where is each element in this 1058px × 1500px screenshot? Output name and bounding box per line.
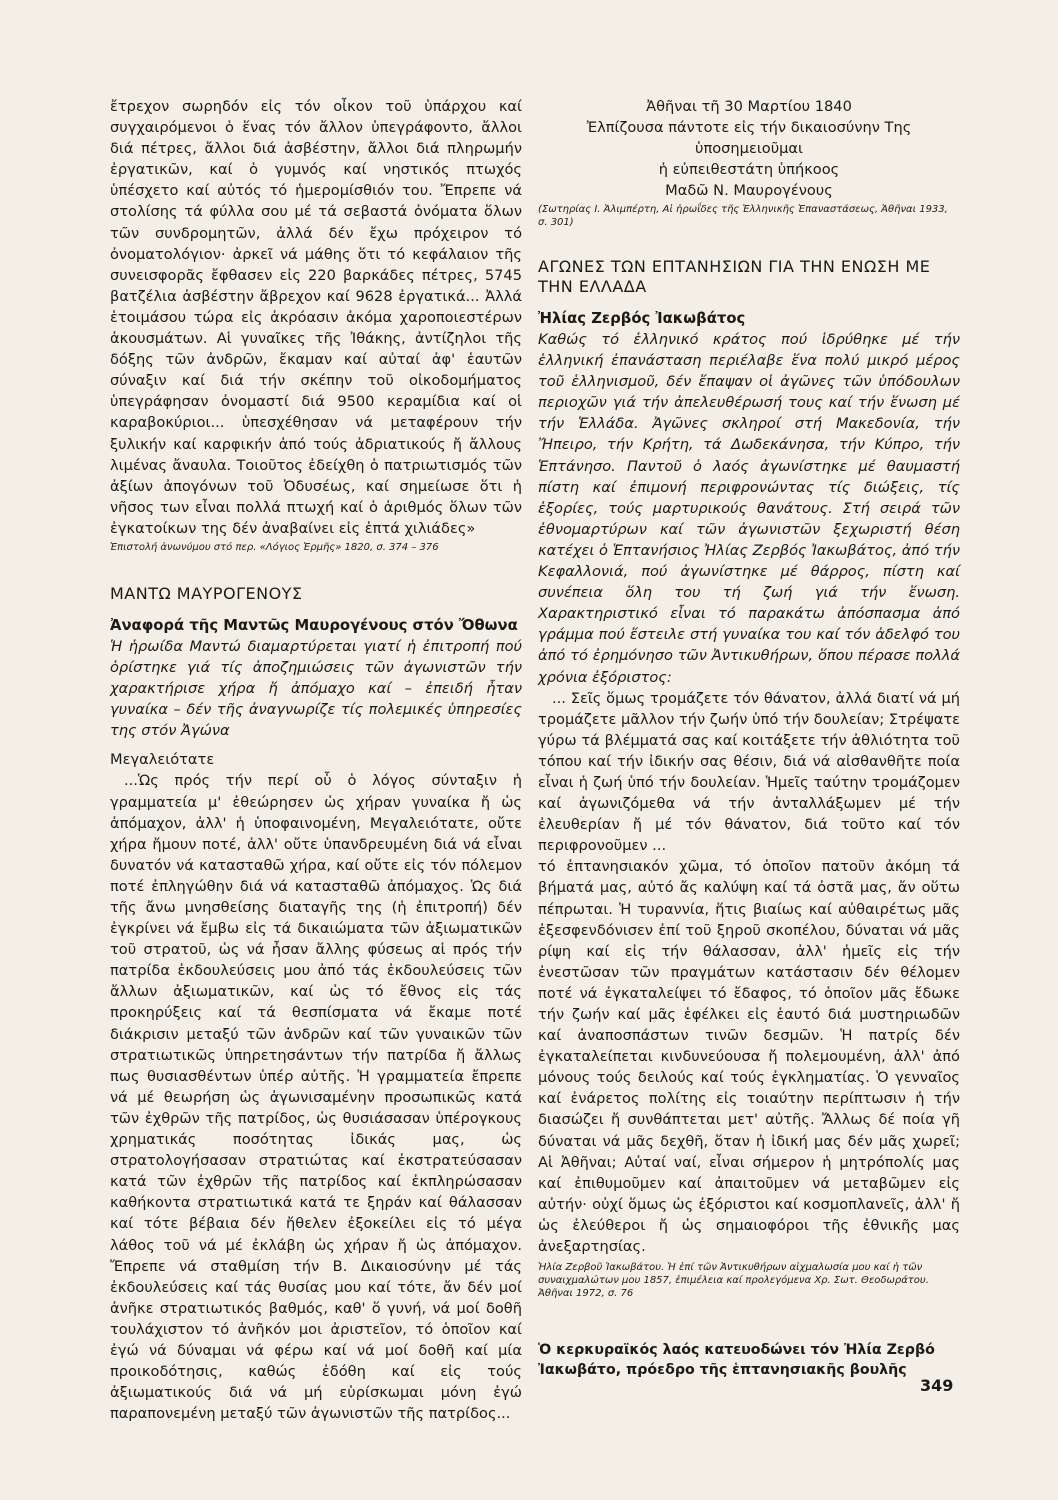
signature-line: ὑποσημειοῦμαι [695,140,803,157]
source-citation: Ἠλία Ζερβοῦ Ἰακωβάτου. Ἡ ἐπί τῶν Ἀντικυθήρων αἰχμαλωσία μου καί ἡ τῶν συναιχμαλώτων μου 1857, ἐπιμέλεια καί προλεγόμενα Χρ. Σωτ. Θεοδωράτου. Ἀθῆναι 1972, σ. 76 [538,1262,929,1300]
signature-name: Μαδῶ Ν. Μαυρογένους [665,182,833,199]
signature-line: ἡ εὐπειθεστάτη ὑπήκοος [658,161,840,178]
page-number: 349 [920,1376,954,1395]
right-column [538,96,960,1380]
section-title-manto: ΜΑΝΤΩ ΜΑΥΡΟΓΕΝΟΥΣ [110,583,303,603]
letter-body-manto: ...Ὡς πρός τήν περί οὗ ὁ λόγος σύνταξιν ἡ γραμματεία μ' ἐθεώρησεν ὡς χήραν γυναίκα ἤ ὡς ἀπόμαχον, ἀλλ' ἡ ὑποφαινομένη, Μεγαλειότατε, οὔτε χήρα ἤμουν ποτέ, ἀλλ' οὔτε ὑπανδρευμένη διά νά εἶναι δυνατόν νά κατασταθῶ χήρα, καί οὔτε εἰς τόν πόλεμον ποτέ ἐπληγώθην διά νά κατασταθῶ ἀπόμαχος. Ὡς διά τῆς ἄνω μνησθείσης διαταγῆς της (ἡ ἐπιτροπή) δέν ἐγκρίνει νά ἔμβω εἰς τά δικαιώματα τῶν ἀξιωματικῶν τοῦ στρατοῦ, ὡς νά ἦσαν ἄλλης φύσεως αἱ πρός τήν πατρίδα ἐκδουλεύσεις μου ἀπό τάς ἐκδουλεύσεις τῶν ἄλλων ἀξιωματικῶν, καί ὡς τό ἔθνος εἰς τάς προκηρύξεις καί τά θεσπίσματα νά ἔκαμε ποτέ διάκρισιν μεταξύ τῶν ἀνδρῶν καί τῶν γυναικῶν τῶν στρατιωτικῶς ὑπηρετησάντων τήν πατρίδα ἤ ἄλλως πως θυσιασθέντων ὑπέρ αὐτῆς. Ἡ γραμματεία ἔπρεπε νά μέ θεωρήση ὡς ἀγωνισαμένην προσωπικῶς κατά τῶν ἐχθρῶν τῆς πατρίδος, ὡς θυσιάσασαν ὑπέρογκους χρηματικάς ποσότητας ἰδικάς μας, ὡς στρατολογήσασαν στρατιώτας καί ἐκστρατεύσασαν κατά τῶν ἐχθρῶν τῆς πατρίδος καί ἐκπληρώσασαν καθήκοντα στρατιωτικά κατά τε ξηράν καί θάλασσαν καί τότε βέβαια δέν ἤθελεν ἐξοκείλει εἰς τό μέγα λάθος τοῦ νά μέ ἐκλάβη ὡς χήραν ἤ ὡς ἀπόμαχον. Ἔπρεπε νά σταθμίση τήν Β. Δικαιοσύνην μέ τάς ἐκδουλεύσεις καί τάς θυσίας μου καί τότε, ἄν δέν μοί ἀνῆκε στρατιωτικός βαθμός, καθ' ὅ γυνή, νά μοί δοθῆ τουλάχιστον τό ἀνῆκόν μοι ἀριστεῖον, τό ὁποῖον καί ἐγώ νά δύναμαι νά φέρω καί νά μοί δοθῆ καί μία προικοδότησις, καθώς ἐδόθη καί εἰς τούς ἀξιωματικούς διά νά μή εὑρίσκωμαι μόνη ἐγώ παραπονεμένη μεταξύ τῶν ἀγωνιστῶν τῆς πατρίδος... [110,772,522,1423]
source-citation: (Σωτηρίας Ι. Ἀλιμπέρτη, Αἱ ἡρωΐδες τῆς Ἑλληνικῆς Ἐπαναστάσεως, Ἀθῆναι 1933, σ. 301) [538,204,948,228]
source-citation: Ἐπιστολή ἀνωνύμου στό περ. «Λόγιος Ἑρμῆς» 1820, σ. 374 – 376 [110,541,439,553]
intro-zervos: Καθώς τό ἑλληνικό κράτος πού ἱδρύθηκε μέ τήν ἑλληνική ἐπανάσταση περιέλαβε ἕνα πολύ μικρό μέρος τοῦ ἑλληνισμοῦ, δέν ἔπαψαν οἱ ἀγῶνες τῶν ὑπόδουλων περιοχῶν γιά τήν ἀπελευθέρωσή τους καί τήν ἕνωση μέ τήν Ἑλλάδα. Ἀγῶνες σκληροί στή Μακεδονία, τήν Ἤπειρο, τήν Κρήτη, τά Δωδεκάνησα, τήν Κύπρο, τήν Ἑπτάνησο. Παντοῦ ὁ λαός ἀγωνίστηκε μέ θαυμαστή πίστη καί ἐπιμονή περιφρονώντας τίς διώξεις, τίς ἐξορίες, τούς μαρτυρικούς θανάτους. Στή σειρά τῶν ἐθνομαρτύρων καί τῶν ἀγωνιστῶν ξεχωριστή θέση κατέχει ὁ Ἑπτανήσιος Ἠλίας Ζερβός Ἰακωβάτος, ἀπό τήν Κεφαλλονιά, πού ἀγωνίστηκε μέ θάρρος, πίστη καί συνέπεια ὅλη του τή ζωή γιά τήν ἕνωση. Χαρακτηριστικό εἶναι τό παρακάτω ἀπόσπασμα ἀπό γράμμα πού ἔστειλε στή γυναίκα του καί τόν ἀδελφό του ἀπό τό ἐρημόνησο τῶν Ἀντικυθήρων, ὅπου πέρασε πολλά χρόνια ἐξόριστος: [538,331,960,686]
left-column [110,96,522,1424]
intro-manto: Ἡ ἡρωίδα Μαντώ διαμαρτύρεται γιατί ἡ ἐπιτροπή πού ὁρίστηκε γιά τίς ἀποζημιώσεις τῶν ἀγωνιστῶν τήν χαρακτήρισε χήρα ἤ ἀπόμαχο καί – ἐπειδή ἦταν γυναίκα – δέν τῆς ἀναγνωρίζε τίς πολεμικές ὑπηρεσίες της στόν Ἀγώνα [110,637,522,740]
section-title-heptanese: ΑΓΩΝΕΣ ΤΩΝ ΕΠΤΑΝΗΣΙΩΝ ΓΙΑ ΤΗΝ ΕΝΩΣΗ ΜΕ ΤΗΝ ΕΛΛΑΔΑ [538,257,931,296]
signature-line: Ἐλπίζουσα πάντοτε εἰς τήν δικαιοσύνην Της [586,119,912,136]
subhead-manto-report: Ἀναφορά τῆς Μαντῶς Μαυρογένους στόν Ὄθωνα [110,616,518,634]
signature-date: Ἀθῆναι τῆ 30 Μαρτίου 1840 [646,98,852,115]
salutation: Μεγαλειότατε [110,751,215,769]
letter-body-zervos-1: ... Σεῖς ὅμως τρομάζετε τόν θάνατον, ἀλλά διατί νά μή τρομάζετε μᾶλλον τήν ζωήν ὑπό τήν δουλείαν; Στρέψατε γύρω τά βλέμματά σας καί κοιτάξετε τήν ἀθλιότητα τοῦ τόπου καί τήν ἰδικήν σας θέσιν, διά νά αἰσθανθῆτε ποία εἶναι ἡ ζωή ὑπό τήν δουλείαν. Ἡμεῖς ταύτην τρομάζομεν καί ἀγωνιζόμεθα νά τήν ἀνταλλάξωμεν μέ τήν ἐλευθερίαν ἤ μέ τόν θάνατον, διά τοῦτο καί τόν περιφρονοῦμεν ... [538,689,960,855]
image-caption: Ὁ κερκυραϊκός λαός κατευοδώνει τόν Ἠλία Ζερβό Ἰακωβάτο, πρόεδρο τῆς ἑπτανησιακῆς βουλῆς [538,1342,935,1379]
letter-body-zervos-2: τό ἑπτανησιακόν χῶμα, τό ὁποῖον πατοῦν ἀκόμη τά βήματά μας, αὐτό ἄς καλύψη καί τά ὀστᾶ μας, ἄν οὕτω πέπρωται. Ἡ τυραννία, ἥτις βιαίως καί αὐθαιρέτως μᾶς ἐξεσφενδόνισεν ἐπί τοῦ ξηροῦ σκοπέλου, δύναται νά μᾶς ρίψη καί εἰς τήν θάλασσαν, ἀλλ' ἡμεῖς εἰς τήν ἐνεστῶσαν τῶν πραγμάτων κατάστασιν δέν θέλομεν ποτέ νά ἐγκαταλείψει τό ἔδαφος, τό ὁποῖον μᾶς ἔδωκε τήν ζωήν καί μᾶς ἑφέλκει εἰς ἑαυτό διά μυστηριωδῶν καί ἀναποσπάστων τινῶν δεσμῶν. Ἡ πατρίς δέν ἐγκαταλείπεται κινδυνεύουσα ἤ πολεμουμένη, ἀλλ' ἀπό μόνους τούς δειλούς καί τούς ἐγκληματίας. Ὁ γενναῖος καί ἐνάρετος πολίτης εἰς τοιαύτην περίπτωσιν ἡ τήν διασώζει ἤ συνθάπτεται μετ' αὐτῆς. Ἄλλως δέ ποία γῆ δύναται νά μᾶς δεχθῆ, ὅταν ἡ ἰδική μας δέν μᾶς χωρεῖ; Αἱ Ἀθῆναι; Αὐταί ναί, εἶναι σήμερον ἡ μητρόπολίς μας καί ἐπιθυμοῦμεν καί ἀπαιτοῦμεν νά μεταβῶμεν εἰς αὐτήν· οὐχί ὅμως ὡς ἐξόριστοι καί κοσμοπλανεῖς, ἀλλ' ἤ ὡς ἐλεύθεροι ἤ ὡς σημαιοφόροι τῆς ἐθνικῆς μας ἀνεξαρτησίας. [538,858,960,1256]
subhead-zervos: Ἠλίας Ζερβός Ἰακωβάτος [538,310,746,327]
letter-excerpt-ithaca: ἔτρεχον σωρηδόν εἰς τόν οἶκον τοῦ ὑπάρχου καί συγχαιρόμενοι ὁ ἕνας τόν ἄλλον ὑπεγράφοντο, ἄλλοι διά πέτρες, ἄλλοι διά ἀσβέστην, ἄλλοι διά πληρωμήν ἐργατικῶν, καί ὁ γυμνός καί νηστικός πτωχός ὑπέσχετο καί αὐτός τό ἡμερομίσθιόν του. Ἔπρεπε νά στολίσης τά φύλλα σου μέ τά σεβαστά ὀνόματα ὅλων τῶν συνδρομητῶν, ἀλλά δέν ἔχω πρόχειρον τό ὀνοματολόγιον· ἀρκεῖ νά μάθης ὅτι τό κεφάλαιον τῆς συνεισφορᾶς ἔφθασεν εἰς 220 βαρκάδες πέτρες, 5745 βατζέλια ἀσβέστην ἄβρεχον καί 9628 ἐργατικά... Ἀλλά ἑτοιμάσου τώρα εἰς ἀκρόασιν ἀκόμα χαροποιεστέρων ἀκουσμάτων. Αἱ γυναῖκες τῆς Ἰθάκης, ἀντίζηλοι τῆς δόξης τῶν ἀνδρῶν, ἔκαμαν καί αὐταί ἀφ' ἑαυτῶν σύναξιν καί διά τήν σκέπην τοῦ οἰκοδομήματος ὑπεγράφησαν ὀνομαστί διά 9500 κεραμίδια καί οἱ καραβοκύριοι... ὑπεσχέθησαν νά μεταφέρουν τήν ξυλικήν καί καρφικήν ἀπό τούς ἀδριατικούς ἤ ἄλλους λιμένας ἄναυλα. Τοιοῦτος ἐδείχθη ὁ πατριωτισμός τῶν ἀξίων ἀπογόνων τοῦ Ὀδυσέως, καί σημείωσε ὅτι ἡ νῆσος των εἶναι πολλά πτωχή καί ὁ ἀριθμός ὅλων τῶν ἐγκατοίκων της δέν ἀναβαίνει εἰς ἑπτά χιλιάδες» [110,98,522,537]
signature-block [538,96,960,201]
